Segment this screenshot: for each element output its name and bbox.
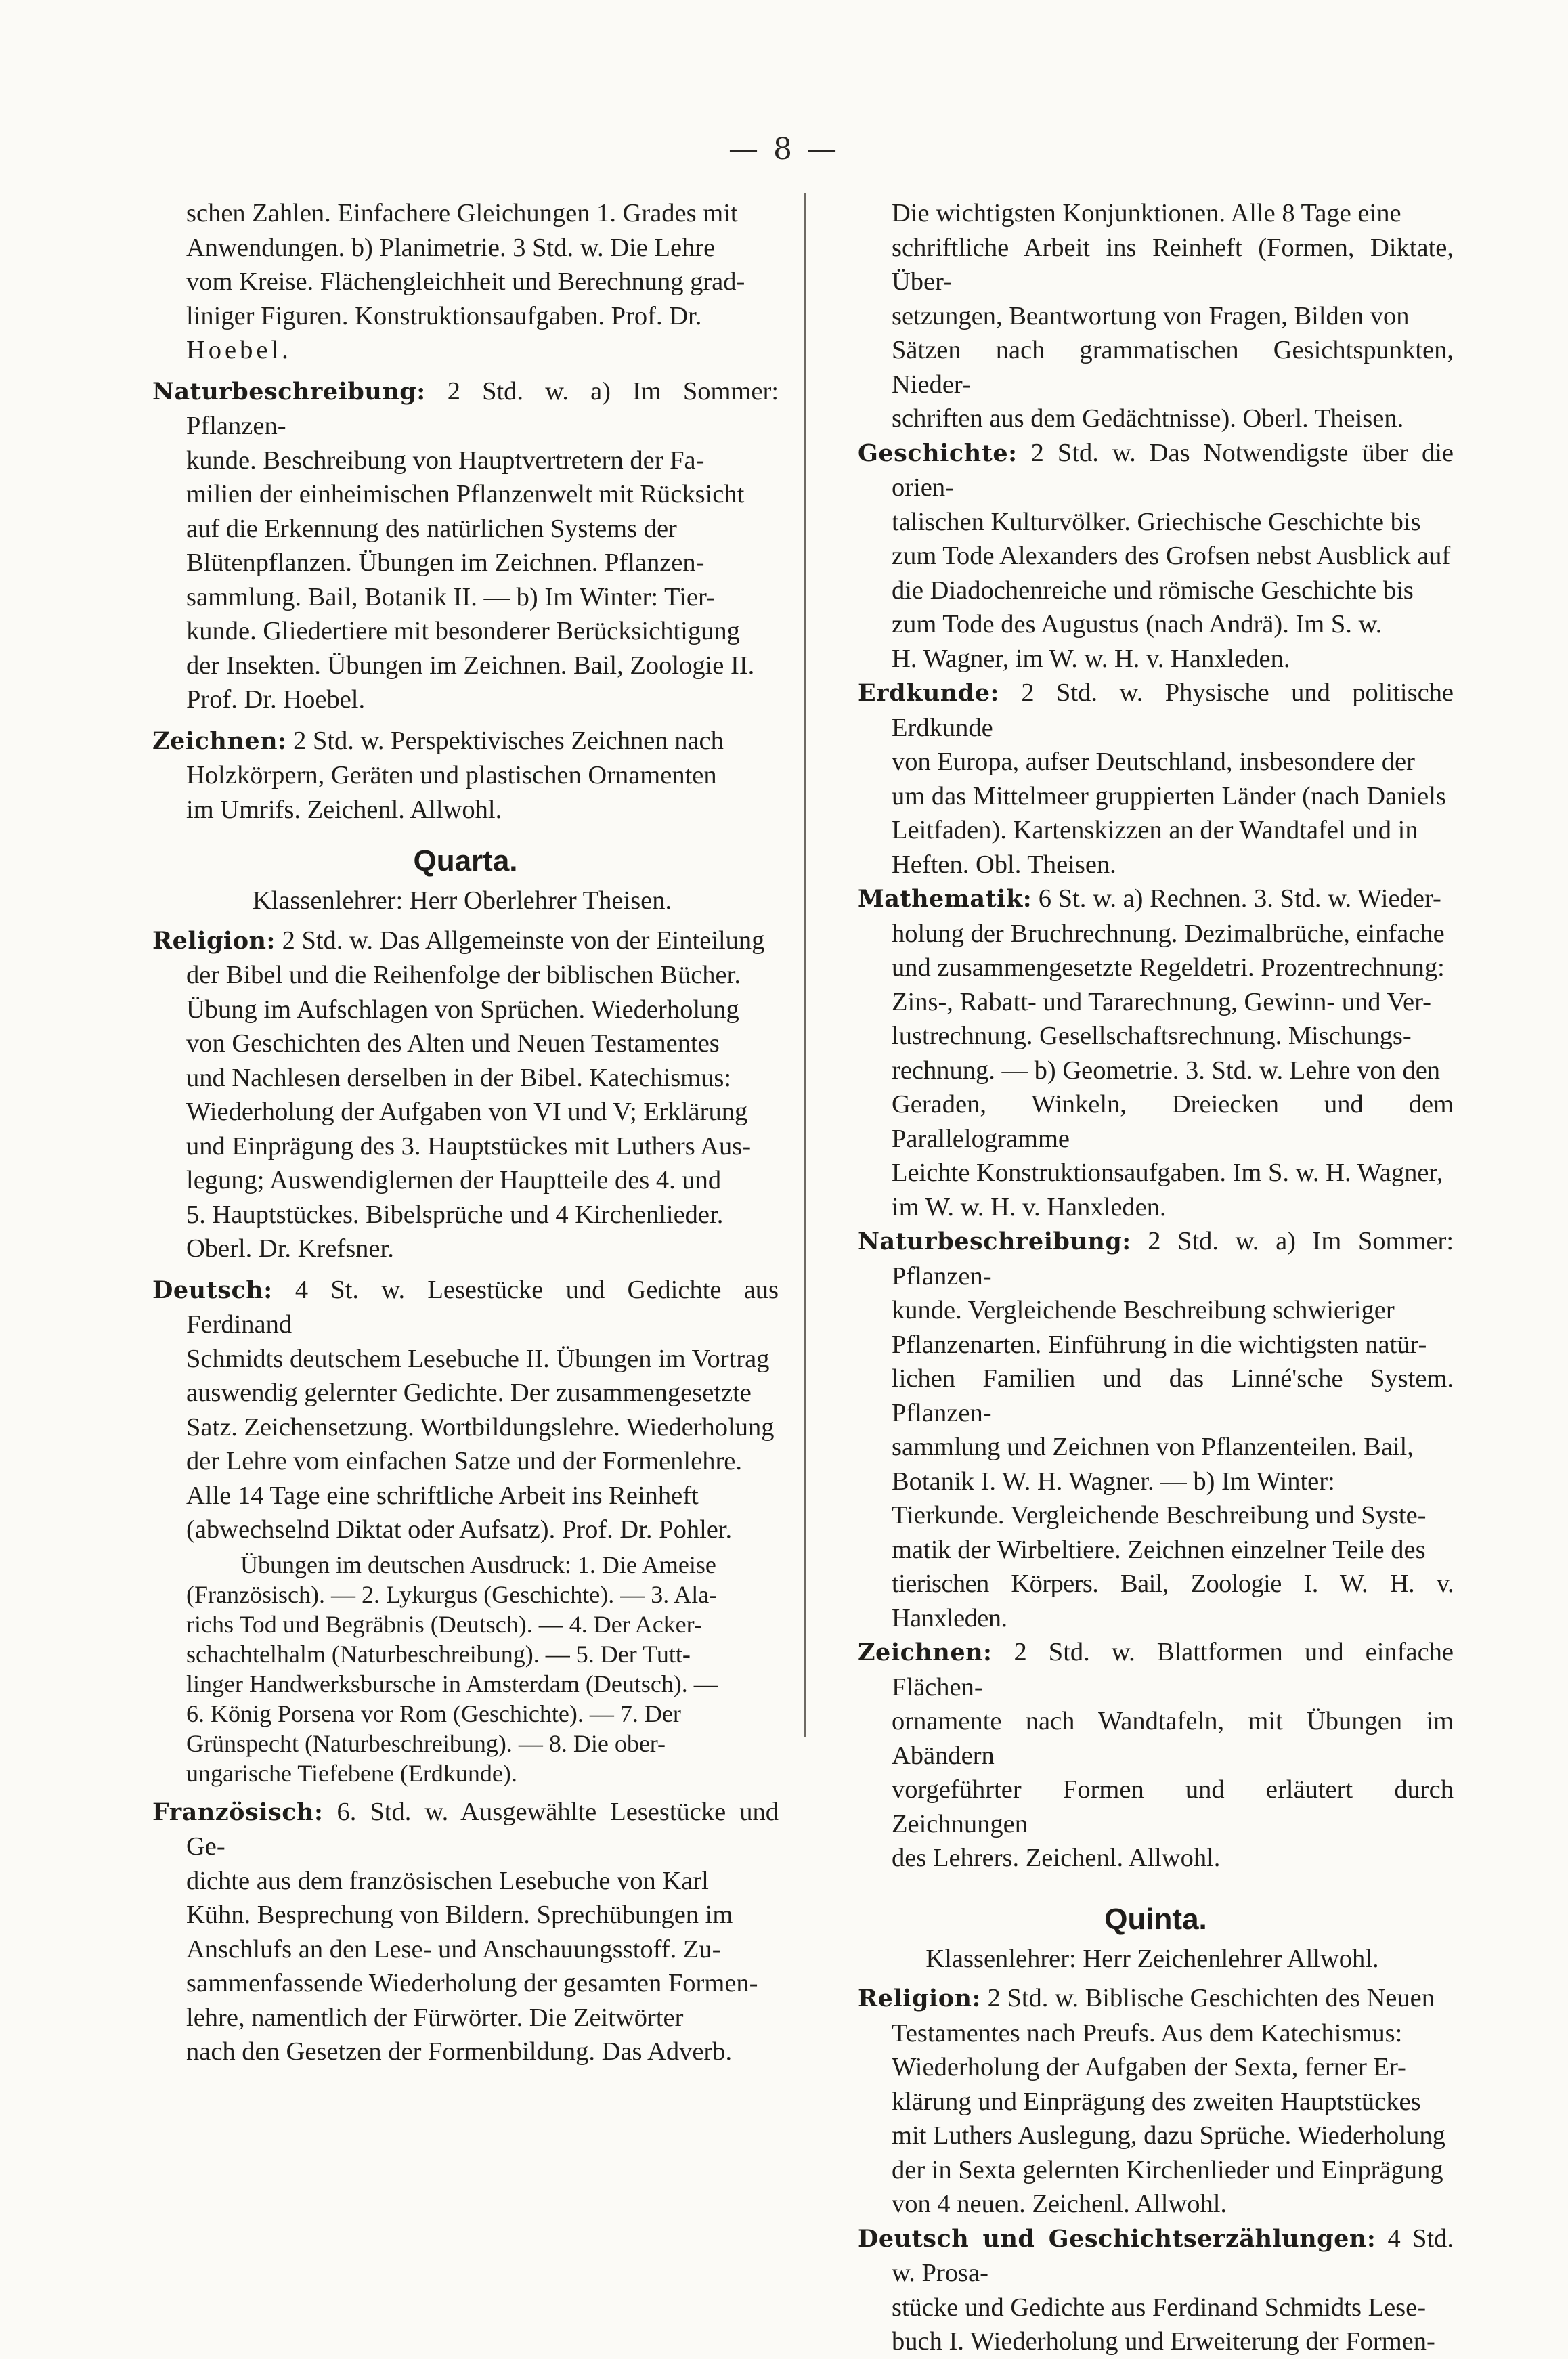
text-line: klärung und Einprägung des zweiten Hauptstückes — [892, 2087, 1421, 2116]
text-line: talischen Kulturvölker. Griechische Geschichte bis — [892, 507, 1421, 536]
text-line: 6 St. w. a) Rechnen. 3. Std. w. Wieder- — [1038, 884, 1441, 913]
text-line: matik der Wirbeltiere. Zeichnen einzelner Teile des — [892, 1535, 1426, 1564]
text-line: mit Luthers Auslegung, dazu Sprüche. Wiederholung — [892, 2121, 1445, 2150]
text-line: von Europa, aufser Deutschland, insbesondere der — [892, 748, 1415, 776]
text-line: Zins-, Rabatt- und Tararechnung, Gewinn- und Ver- — [892, 987, 1431, 1016]
text-line: 2 Std. w. Perspektivisches Zeichnen nach — [293, 726, 724, 755]
text-line: der in Sexta gelernten Kirchenlieder und Einprägung — [892, 2155, 1443, 2184]
text-line: 2 Std. w. Das Allgemeinste von der Einteilung — [282, 926, 765, 955]
ausdruck-topics — [152, 1550, 779, 1788]
text-line: vom Kreise. Flächengleichheit und Berechnung grad- — [186, 267, 745, 296]
text-line: dichte aus dem französischen Lesebuche von Karl — [186, 1866, 709, 1895]
subject-heading: Französisch: — [152, 1798, 324, 1826]
text-line: Tierkunde. Vergleichende Beschreibung und Syste- — [892, 1501, 1427, 1530]
text-line: 6. König Porsena vor Rom (Geschichte). — 7. Der — [186, 1700, 681, 1727]
text-line: 6. Std. w. Ausgewählte Lesestücke und Ge- — [186, 1797, 779, 1861]
text-line: Anwendungen. b) Planimetrie. 3 Std. w. Die Lehre — [186, 233, 716, 262]
text-line: der Bibel und die Reihenfolge der biblischen Bücher. — [186, 961, 741, 989]
naturbeschreibung-paragraph — [858, 1224, 1454, 1293]
text-line: Anschlufs an den Lese- und Anschauungsstoff. Zu- — [186, 1934, 721, 1964]
subject-heading: Erdkunde: — [858, 679, 999, 707]
franzoesisch-paragraph — [152, 1795, 779, 1864]
subject-heading: Zeichnen: — [152, 727, 287, 755]
text-line: liniger Figuren. Konstruktionsaufgaben. Prof. Dr. — [186, 301, 702, 330]
text-line: und zusammengesetzte Regeldetri. Prozentrechnung: — [892, 953, 1445, 982]
text-line: Geraden, Winkeln, Dreiecken und dem Parallelogramme — [892, 1090, 1454, 1153]
text-line: zum Tode Alexanders des Grofsen nebst Ausblick auf — [892, 542, 1451, 570]
text-line: der Insekten. Übungen im Zeichnen. Bail, Zoologie II. — [186, 651, 755, 680]
subject-heading: Mathematik: — [858, 885, 1032, 913]
text-line: (Französisch). — 2. Lykurgus (Geschichte). — 3. Ala- — [186, 1580, 718, 1608]
text-line: Holzkörpern, Geräten und plastischen Ornamenten — [186, 761, 717, 789]
text-line: des Lehrers. Zeichenl. Allwohl. — [892, 1844, 1221, 1872]
subject-heading: Zeichnen: — [858, 1639, 993, 1666]
text-line: sammlung und Zeichnen von Pflanzenteilen. Bail, — [892, 1433, 1414, 1461]
text-line: von 4 neuen. Zeichenl. Allwohl. — [892, 2190, 1227, 2218]
text-line: Übung im Aufschlagen von Sprüchen. Wiederholung — [186, 995, 739, 1024]
text-line: auswendig gelernter Gedichte. Der zusammengesetzte — [186, 1379, 752, 1407]
text-line: linger Handwerksbursche in Amsterdam (Deutsch). — — [186, 1670, 718, 1697]
mathematik-continuation — [152, 196, 779, 368]
text-line: schen Zahlen. Einfachere Gleichungen 1. Grades mit — [186, 199, 738, 228]
text-line: 4 Std. w. Prosa- — [892, 2224, 1454, 2287]
text-line: zum Tode des Augustus (nach Andrä). Im S. w. — [892, 610, 1382, 639]
subject-heading: Religion: — [858, 1985, 981, 2012]
subject-heading: Naturbeschreibung: — [858, 1228, 1131, 1255]
text-line: 2 Std. w. Das Notwendigste über die orien- — [892, 438, 1454, 502]
text-line: Schmidts deutschem Lesebuche II. Übungen im Vortrag — [186, 1344, 770, 1373]
text-line: ungarische Tiefebene (Erdkunde). — [186, 1759, 517, 1787]
text-line: richs Tod und Begräbnis (Deutsch). — 4. Der Acker- — [186, 1610, 702, 1638]
text-line: und Einprägung des 3. Hauptstückes mit Luthers Aus- — [186, 1131, 752, 1161]
subject-heading: Geschichte: — [858, 439, 1018, 467]
subject-heading: Religion: — [152, 926, 276, 955]
text-line: lichen Familien und das Linné'sche System. Pflanzen- — [892, 1364, 1454, 1427]
franzoesisch-continuation — [858, 196, 1454, 436]
text-line: Heften. Obl. Theisen. — [892, 850, 1116, 879]
text-line: Blütenpflanzen. Übungen im Zeichnen. Pflanzen- — [186, 548, 705, 577]
text-line: 4 St. w. Lesestücke und Gedichte aus Ferdinand — [186, 1275, 779, 1339]
text-line: schriften aus dem Gedächtnisse). Oberl. Theisen. — [892, 404, 1404, 433]
text-line: Satz. Zeichensetzung. Wortbildungslehre. Wiederholung — [186, 1412, 775, 1442]
text-line: Übungen im deutschen Ausdruck: 1. Die Ameise — [240, 1551, 716, 1578]
subject-heading: Deutsch: — [152, 1276, 273, 1304]
text-line: Oberl. Dr. Krefsner. — [186, 1234, 394, 1263]
text-line: 5. Hauptstückes. Bibelsprüche und 4 Kirchenlieder. — [186, 1200, 724, 1229]
text-line: um das Mittelmeer gruppierten Länder (nach Daniels — [892, 781, 1446, 810]
column-rule — [804, 193, 806, 1737]
text-line: sammenfassende Wiederholung der gesamten Formen- — [186, 1969, 758, 1997]
religion-paragraph — [152, 924, 779, 959]
text-line: 2 Std. w. Biblische Geschichten des Neuen — [987, 1984, 1435, 2012]
text-line: 2 Std. w. a) Im Sommer: Pflanzen- — [892, 1227, 1454, 1291]
text-line: stücke und Gedichte aus Ferdinand Schmidts Lese- — [892, 2293, 1427, 2322]
text-line: die Diadochenreiche und römische Geschichte bis — [892, 576, 1414, 605]
text-line: von Geschichten des Alten und Neuen Testamentes — [186, 1029, 720, 1058]
text-line: sammlung. Bail, Botanik II. — b) Im Winter: Tier- — [186, 582, 715, 611]
text-line: schachtelhalm (Naturbeschreibung). — 5. Der Tutt- — [186, 1640, 691, 1668]
text-line: nach den Gesetzen der Formenbildung. Das Adverb. — [186, 2037, 733, 2066]
text-line: kunde. Vergleichende Beschreibung schwieriger — [892, 1296, 1395, 1324]
section-title-quinta: Quinta. — [1104, 1902, 1207, 1936]
text-line: Testamentes nach Preufs. Aus dem Katechismus: — [892, 2018, 1403, 2048]
class-teacher-line: Klassenlehrer: Herr Zeichenlehrer Allwohl. — [925, 1944, 1379, 1973]
subject-heading: Naturbeschreibung: — [152, 377, 426, 406]
text-line: setzungen, Beantwortung von Fragen, Bilden von — [892, 301, 1410, 330]
text-line: Leichte Konstruktionsaufgaben. Im S. w. H. Wagner, — [892, 1159, 1443, 1187]
text-line: legung; Auswendiglernen der Hauptteile des 4. und — [186, 1166, 722, 1194]
naturbeschreibung-paragraph — [152, 374, 779, 443]
text-line: Leitfaden). Kartenskizzen an der Wandtafel und in — [892, 816, 1418, 844]
text-line: Sätzen nach grammatischen Gesichtspunkten, Nieder- — [892, 336, 1454, 399]
text-line: Hoebel. — [186, 336, 292, 364]
text-line: milien der einheimischen Pflanzenwelt mit Rücksicht — [186, 480, 745, 508]
page-number: — 8 — — [728, 132, 840, 167]
text-line: im Umrifs. Zeichenl. Allwohl. — [186, 795, 502, 824]
section-title-quarta: Quarta. — [413, 844, 518, 878]
right-column — [858, 196, 1454, 2359]
text-line: rechnung. — b) Geometrie. 3. Std. w. Lehre von den — [892, 1056, 1441, 1085]
text-line: vorgeführter Formen und erläutert durch Zeichnungen — [892, 1775, 1454, 1838]
class-teacher-line: Klassenlehrer: Herr Oberlehrer Theisen. — [252, 886, 672, 915]
text-line: Wiederholung der Aufgaben von VI und V; Erklärung — [186, 1098, 748, 1126]
text-line: Pflanzenarten. Einführung in die wichtigsten natür- — [892, 1330, 1427, 1359]
text-line: holung der Bruchrechnung. Dezimalbrüche, einfache — [892, 919, 1445, 948]
zeichnen-paragraph — [152, 724, 779, 759]
text-line: lehre, namentlich der Fürwörter. Die Zeitwörter — [186, 2003, 684, 2032]
text-line: 2 Std. w. a) Im Sommer: Pflanzen- — [186, 376, 779, 440]
deutsch-paragraph — [858, 2222, 1454, 2291]
text-line: Grünspecht (Naturbeschreibung). — 8. Die ober- — [186, 1729, 666, 1757]
text-line: buch I. Wiederholung und Erweiterung der Formen- — [892, 2327, 1435, 2356]
text-line: kunde. Gliedertiere mit besonderer Berücksichtigung — [186, 617, 740, 645]
text-line: und Nachlesen derselben in der Bibel. Katechismus: — [186, 1063, 732, 1092]
text-line: Kühn. Besprechung von Bildern. Sprechübungen im — [186, 1901, 733, 1929]
text-line: (abwechselnd Diktat oder Aufsatz). Prof. Dr. Pohler. — [186, 1515, 733, 1544]
text-line: auf die Erkennung des natürlichen Systems der — [186, 514, 677, 543]
zeichnen-paragraph — [858, 1635, 1454, 1704]
text-line: ornamente nach Wandtafeln, mit Übungen im Abändern — [892, 1707, 1454, 1770]
text-line: H. Wagner, im W. w. H. v. Hanxleden. — [892, 644, 1290, 673]
mathematik-paragraph — [858, 882, 1454, 917]
text-line: Wiederholung der Aufgaben der Sexta, ferner Er- — [892, 2053, 1406, 2081]
deutsch-paragraph — [152, 1273, 779, 1342]
erdkunde-paragraph — [858, 676, 1454, 745]
text-line: tierischen Körpers. Bail, Zoologie I. W. H. v. Hanxleden. — [892, 1570, 1454, 1632]
text-line: der Lehre vom einfachen Satze und der Formenlehre. — [186, 1447, 742, 1475]
text-line: schriftliche Arbeit ins Reinheft (Formen, Diktate, Über- — [892, 233, 1454, 296]
text-line: 2 Std. w. Blattformen und einfache Flächen- — [892, 1638, 1454, 1702]
geschichte-paragraph — [858, 436, 1454, 505]
text-line: Prof. Dr. Hoebel. — [186, 685, 366, 714]
text-line: im W. w. H. v. Hanxleden. — [892, 1192, 1167, 1221]
text-line: 2 Std. w. Physische und politische Erdkunde — [892, 678, 1454, 742]
subject-heading: Deutsch und Geschichtserzählungen: — [858, 2224, 1376, 2253]
text-line: kunde. Beschreibung von Hauptvertretern der Fa- — [186, 446, 705, 475]
text-line: Alle 14 Tage eine schriftliche Arbeit ins Reinheft — [186, 1481, 699, 1510]
left-column — [152, 196, 779, 2069]
text-line: Die wichtigsten Konjunktionen. Alle 8 Tage eine — [892, 199, 1401, 228]
text-line: lustrechnung. Gesellschaftsrechnung. Mischungs- — [892, 1022, 1412, 1050]
text-line: Botanik I. W. H. Wagner. — b) Im Winter: — [892, 1467, 1335, 1496]
